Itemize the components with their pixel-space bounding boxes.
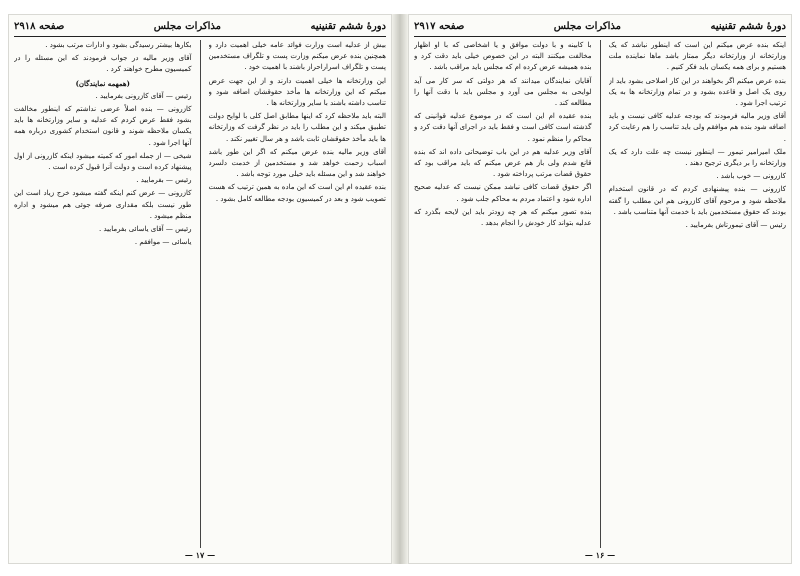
paragraph: یاسائی — موافقم . xyxy=(134,238,192,247)
paragraph: بیش از عدلیه است وزارت فوائد عامه خیلی اهمیت دارد و همچنین بنده عرض میکنم وزارت پست و تلگراف مستخدمین پست و تلگراف اسراراحراز باشند با اهمیت خود . xyxy=(208,41,386,72)
page-header xyxy=(14,16,386,37)
column-divider xyxy=(200,40,201,548)
paragraph: ملک امیرامیر تیمور — اینطور نیست چه علت دارد که یک وزارتخانه را بر دیگری ترجیح دهند . xyxy=(608,147,786,168)
paragraph: اینکه بنده عرض میکنم این است که اینطور نباشد که یک وزارتخانه از وزارتخانه دیگر ممتاز باشد ماها نماینده ملت هستیم و برای همه یکسان باید فکر کنیم . xyxy=(608,41,786,72)
text-column xyxy=(414,40,592,548)
page-footer: — ۱۷ — xyxy=(184,550,216,560)
column-divider xyxy=(600,40,601,548)
paragraph: این وزارتخانه ها خیلی اهمیت دارند و از این جهت عرض میکنم که این وزارتخانه ها مأخذ حقوقشان اضافه شود و تناسب داشته باشند با سایر وزارتخانه ها . xyxy=(208,76,386,108)
paragraph: بکارها بیشتر رسیدگی بشود و ادارات مرتب بشود . xyxy=(45,41,192,49)
page-body xyxy=(414,40,786,548)
paragraph: رئیس — آقای یاسائی بفرمایید . xyxy=(99,225,192,234)
text-column xyxy=(609,40,787,548)
book-gutter xyxy=(392,14,408,564)
header-page-number: صفحه ۲۹۱۷ xyxy=(414,20,465,32)
paragraph: کازرونی — عرض کنم اینکه گفته میشود خرج زیاد است این طور نیست بلکه مقداری صرفه جوئی هم میشود و اداره منظم میشود . xyxy=(14,189,192,220)
text-column xyxy=(14,40,192,548)
paragraph: رئیس — بفرمایید . xyxy=(136,176,192,185)
paragraph: بنده عقیده ام این است که این ماده به همین ترتیب که هست تصویب شود و بعد در کمیسیون بودجه مطالعه کامل بشود . xyxy=(208,183,386,203)
paragraph: شیخی — از جمله امور که کمیته میشود اینکه کازرونی از اول پیشنهاد کرده است و دولت آنرا قبول کرده است . xyxy=(14,151,192,172)
page-body xyxy=(14,40,386,548)
header-session: دورهٔ ششم تقنینیه xyxy=(710,20,786,32)
section-heading: (همهمه نمایندگان) xyxy=(75,78,130,88)
paragraph: با کابینه و با دولت موافق و یا اشخاصی که با او اظهار مخالفت میکنند البته در این خصوص خیلی باید دقت کرد و بنده همیشه عرض کرده ام که مجلس باید مراقب باشد . xyxy=(414,41,592,72)
header-title: مذاکرات مجلس xyxy=(153,20,222,32)
paragraph: آقایان نمایندگان میدانند که هر دولتی که سر کار می آید لوایحی به مجلس می آورد و مجلس باید با دقت آنها را مطالعه کند . xyxy=(414,76,592,108)
paragraph: آقای وزیر مالیه بنده عرض میکنم که اگر این طور باشد اسباب زحمت خواهد شد و مستخدمین از خدمت دلسرد خواهند شد و این مسئله باید خیلی مورد توجه باشد . xyxy=(208,147,386,179)
paragraph: بنده عرض میکنم اگر بخواهند در این کار اصلاحی بشود باید از روی یک اصل و قاعده بشود و در تمام وزارتخانه ها به یک ترتیب اجرا شود . xyxy=(608,76,786,108)
paragraph: بنده تصور میکنم که هر چه زودتر باید این لایحه بگذرد که عدلیه بتواند کار خودش را انجام بدهد . xyxy=(414,207,592,228)
paragraph: کازرونی — بنده پیشنهادی کردم که در قانون استخدام ملاحظه شود و مرحوم آقای کازرونی هم این مطلب را گفته بودند که حقوق مستخدمین باید با خدمت آنها متناسب باشد . xyxy=(608,185,786,216)
text-column xyxy=(209,40,387,548)
header-session: دورهٔ ششم تقنینیه xyxy=(310,20,386,32)
page-header xyxy=(414,16,786,37)
paragraph: البته باید ملاحظه کرد که اینها مطابق اصل کلی با لوایح دولت تطبیق میکند و این مطلب را باید در نظر گرفت که وزارتخانه ها باید مأخذ حقوقشان ثابت باشد و هر سال تغییر نکند . xyxy=(208,112,386,143)
paragraph: کازرونی — بنده اصلاً عرضی نداشتم که اینطور مخالفت بشود فقط عرض کردم که عدلیه و سایر وزارتخانه ها باید یکسان ملاحظه شوند و قانون استخدام کشوری درباره همه آنها اجرا شود . xyxy=(14,105,192,147)
paragraph: بنده عقیده ام این است که در موضوع عدلیه قوانینی که گذشته است کافی است و فقط باید در اجرای آنها دقت کرد و محاکم را منظم نمود . xyxy=(414,112,592,143)
page-footer: — ۱۶ — xyxy=(584,550,616,560)
paragraph: رئیس — آقای تیمورتاش بفرمایید . xyxy=(685,221,786,230)
paragraph: آقای وزیر مالیه فرمودند که بودجه عدلیه کافی نیست و باید اضافه شود بنده هم موافقم ولی باید تناسب را هم رعایت کرد . xyxy=(608,112,786,143)
paragraph: اگر حقوق قضات کافی نباشد ممکن نیست که عدلیه صحیح اداره شود و اعتماد مردم به محاکم جلب شود . xyxy=(414,183,592,203)
right-page xyxy=(408,14,792,564)
header-page-number: صفحه ۲۹۱۸ xyxy=(14,20,65,32)
paragraph: آقای وزیر عدلیه هم در این باب توضیحاتی داده اند که بنده قانع شدم ولی باز هم عرض میکنم که باید مراقب بود که حقوق قضات مرتب پرداخته شود . xyxy=(414,147,592,179)
paragraph: رئیس — آقای کازرونی بفرمایید . xyxy=(95,91,192,100)
left-page xyxy=(8,14,392,564)
paragraph: آقای وزیر مالیه در جواب فرمودند که این مسئله را در کمیسیون مطرح خواهند کرد . xyxy=(14,54,192,74)
header-title: مذاکرات مجلس xyxy=(553,20,622,32)
paragraph: کازرونی — خوب باشد . xyxy=(716,172,786,181)
